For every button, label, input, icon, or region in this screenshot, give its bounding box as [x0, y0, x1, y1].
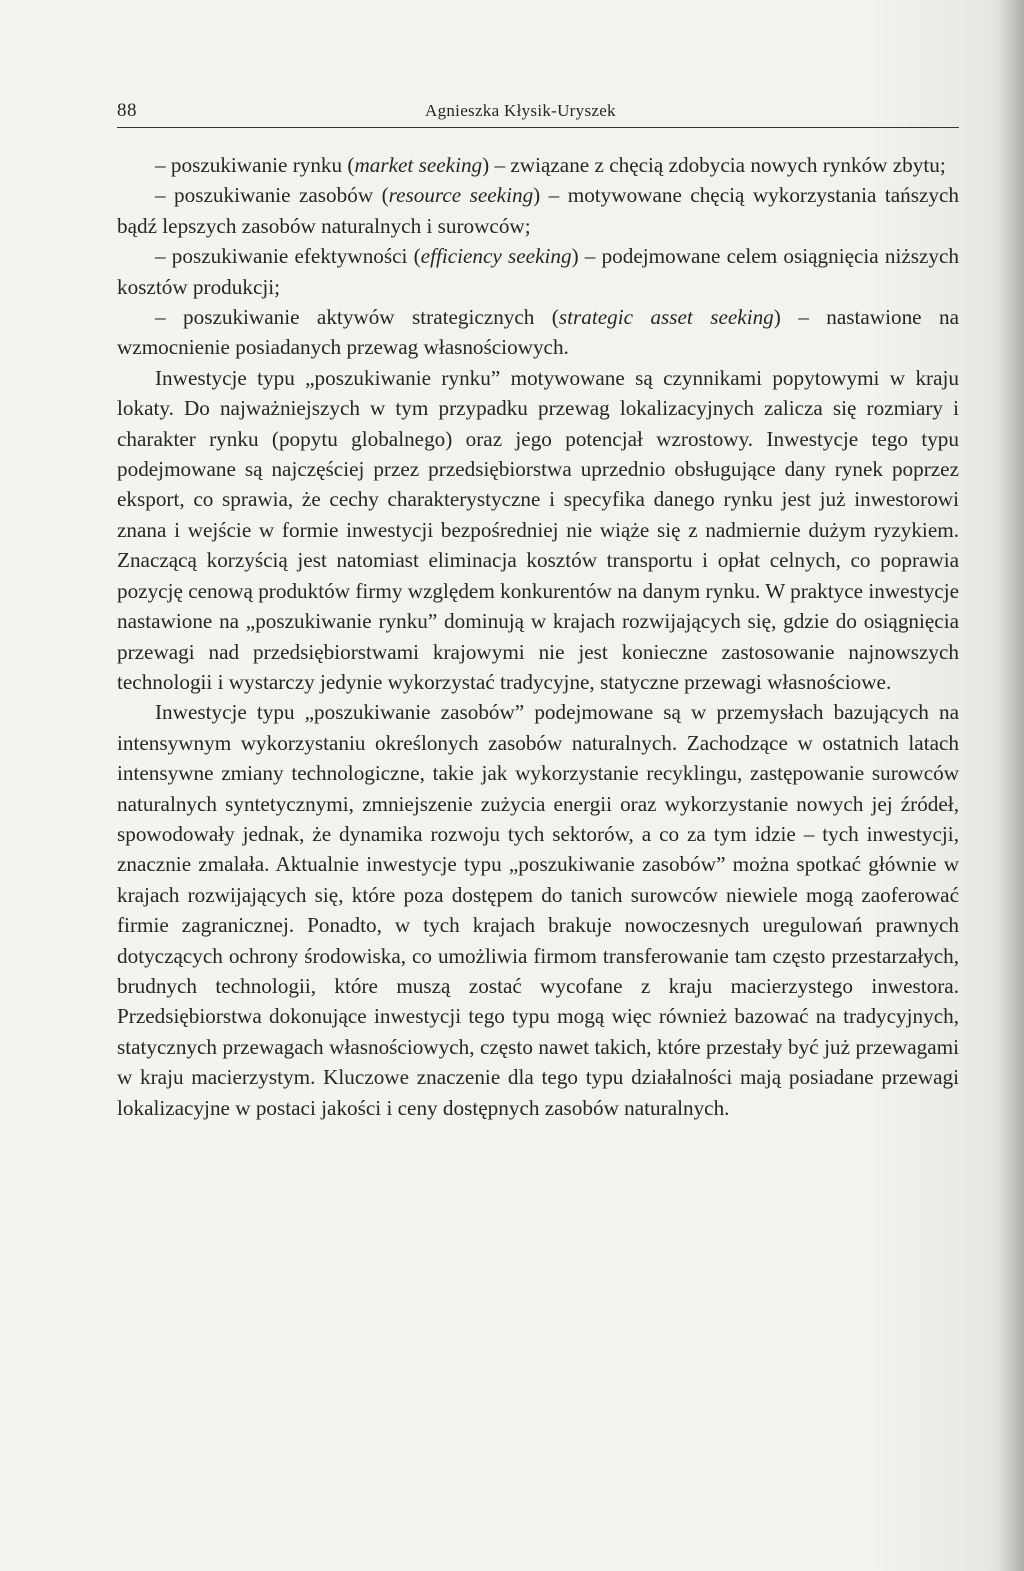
list-item: – poszukiwanie zasobów (resource seeking) – motywowane chęcią wykorzystania tańszych bądź lepszych zasobów naturalnych i surowców; — [117, 183, 959, 238]
running-head: Agnieszka Kłysik-Uryszek — [425, 101, 616, 120]
paragraph-market-seeking: Inwestycje typu „poszukiwanie rynku” motywowane są czynnikami popytowymi w kraju lokaty. Do najważniejszych w tym przypadku przewag lokalizacyjnych zalicza się rozmiary i charakter rynku (popytu globalnego) oraz jego potencjał wzrostowy. Inwestycje tego typu podejmowane są najczęściej przez przedsiębiorstwa uprzednio obsługujące dany rynek poprzez eksport, co sprawia, że cechy charakterystyczne i specyfika danego rynku jest już inwestorowi znana i wejście w formie inwestycji bezpośredniej nie wiąże się z nadmiernie dużym ryzykiem. Znaczącą korzyścią jest natomiast eliminacja kosztów transportu i opłat celnych, co poprawia pozycję cenową produktów firmy względem konkurentów na danym rynku. W praktyce inwestycje nastawione na „poszukiwanie rynku” dominują w krajach rozwijających się, gdzie do osiągnięcia przewagi nad przedsiębiorstwami krajowymi nie jest konieczne zastosowanie najnowszych technologii i wystarczy jedynie wykorzystać tradycyjne, statyczne przewagi własnościowe. — [117, 365, 959, 694]
page-header — [117, 96, 959, 126]
paragraph-resource-seeking: Inwestycje typu „poszukiwanie zasobów” podejmowane są w przemysłach bazujących na intensywnym wykorzystaniu określonych zasobów naturalnych. Zachodzące w ostatnich latach intensywne zmiany technologiczne, takie jak wykorzystanie recyklingu, zastępowanie surowców naturalnych syntetycznymi, zmniejszenie zużycia energii oraz wykorzystanie nowych jej źródeł, spowodowały jednak, że dynamika rozwoju tych sektorów, a co za tym idzie – tych inwestycji, znacznie zmalała. Aktualnie inwestycje typu „poszukiwanie zasobów” można spotkać głównie w krajach rozwijających się, które poza dostępem do tanich surowców niewiele mogą zaoferować firmie zagranicznej. Ponadto, w tych krajach brakuje nowoczesnych uregulowań prawnych dotyczących ochrony środowiska, co umożliwia firmom transferowanie tam często przestarzałych, brudnych technologii, które muszą zostać wycofane z kraju macierzystego inwestora. Przedsiębiorstwa dokonujące inwestycji tego typu mogą więc również bazować na tradycyjnych, statycznych przewagach własnościowych, często nawet takich, które przestały być już przewagami w kraju macierzystym. Kluczowe znaczenie dla tego typu działalności mają posiadane przewagi lokalizacyjne w postaci jakości i ceny dostępnych zasobów naturalnych. — [117, 700, 959, 1120]
body-text — [117, 150, 959, 1123]
page-edge-shadow — [998, 0, 1024, 1571]
header-rule — [117, 127, 959, 128]
list-item: – poszukiwanie aktywów strategicznych (strategic asset seeking) – nastawione na wzmocnienie posiadanych przewag własnościowych. — [117, 305, 960, 360]
list-item: – poszukiwanie rynku (market seeking) – związane z chęcią zdobycia nowych rynków zbytu; — [155, 153, 946, 177]
page-number: 88 — [117, 100, 137, 121]
list-item: – poszukiwanie efektywności (efficiency seeking) – podejmowane celem osiągnięcia niższych kosztów produkcji; — [117, 244, 959, 299]
